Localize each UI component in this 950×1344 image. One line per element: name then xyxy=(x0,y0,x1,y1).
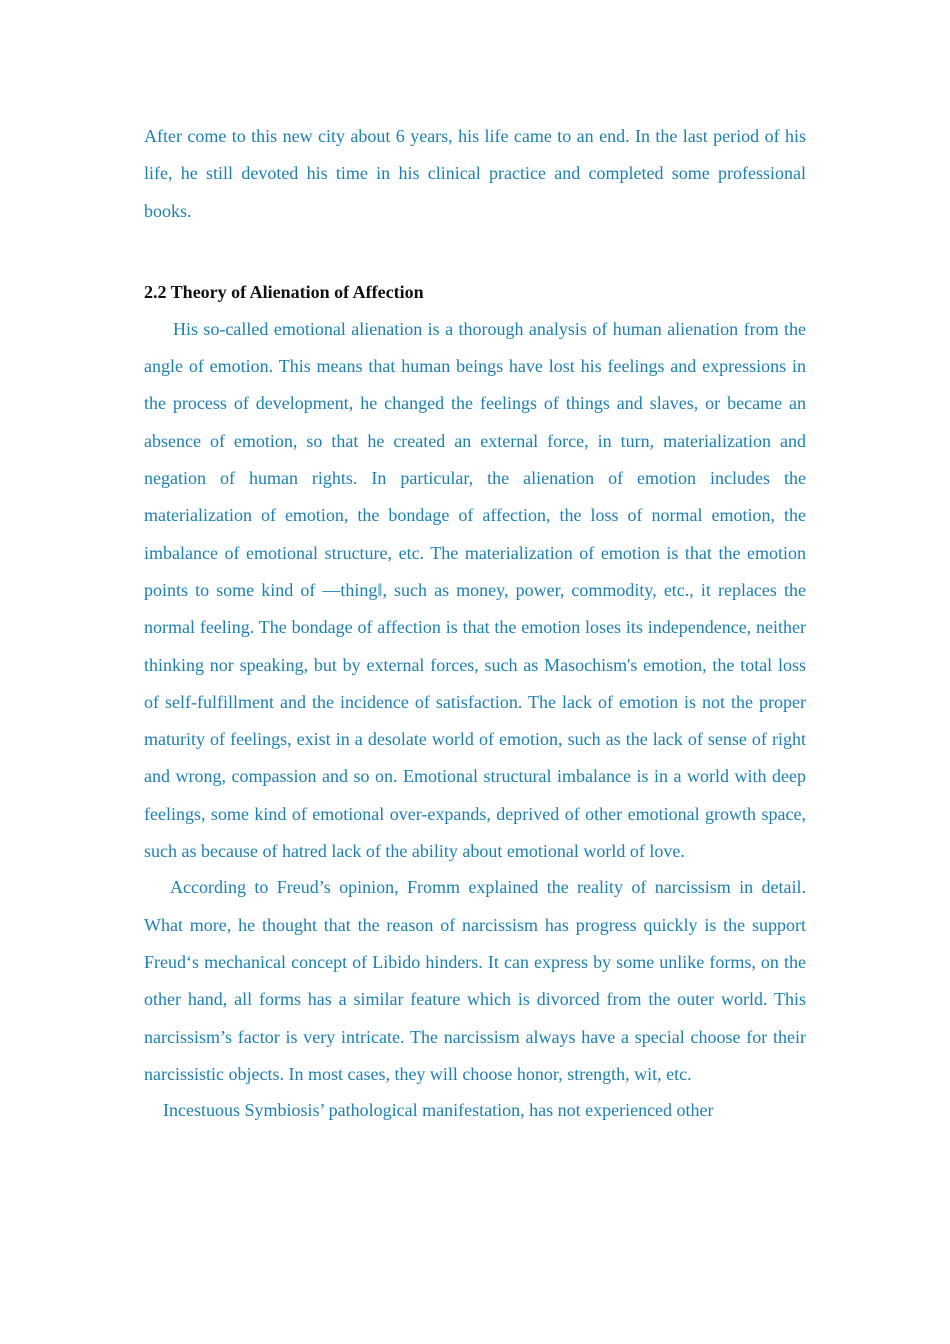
body-paragraph-incestuous-symbiosis: Incestuous Symbiosis’ pathological manifestation, has not experienced other xyxy=(163,1100,714,1121)
intro-paragraph: After come to this new city about 6 years, his life came to an end. In the last period of his life, he still devoted his time in his clinical practice and completed some professional books. xyxy=(144,126,806,221)
body-paragraph-alienation: His so-called emotional alienation is a thorough analysis of human alienation from the angle of emotion. This means that human beings have lost his feelings and expressions in the process of development, he changed the feelings of things and slaves, or became an absence of emotion, so that he created an external force, in turn, materialization and negation of human rights. In particular, the alienation of emotion includes the materialization of emotion, the bondage of affection, the loss of normal emotion, the imbalance of emotional structure, etc. The materialization of emotion is that the emotion points to some kind of —thing‖, such as money, power, commodity, etc., it replaces the normal feeling. The bondage of affection is that the emotion loses its independence, neither thinking nor speaking, but by external forces, such as Masochism's emotion, the total loss of self-fulfillment and the incidence of satisfaction. The lack of emotion is not the proper maturity of feelings, exist in a desolate world of emotion, such as the lack of sense of right and wrong, compassion and so on. Emotional structural imbalance is in a world with deep feelings, some kind of emotional over-expands, deprived of other emotional growth space, such as because of hatred lack of the ability about emotional world of love. xyxy=(144,318,806,862)
page-content xyxy=(144,118,806,1128)
section-heading: 2.2 Theory of Alienation of Affection xyxy=(144,281,424,302)
body-paragraph-narcissism: According to Freud’s opinion, Fromm explained the reality of narcissism in detail. What more, he thought that the reason of narcissism has progress quickly is the support Freud‘s mechanical concept of Libido hinders. It can express by some unlike forms, on the other hand, all forms has a similar feature which is divorced from the outer world. This narcissism’s factor is very intricate. The narcissism always have a special choose for their narcissistic objects. In most cases, they will choose honor, strength, wit, etc. xyxy=(144,877,806,1084)
